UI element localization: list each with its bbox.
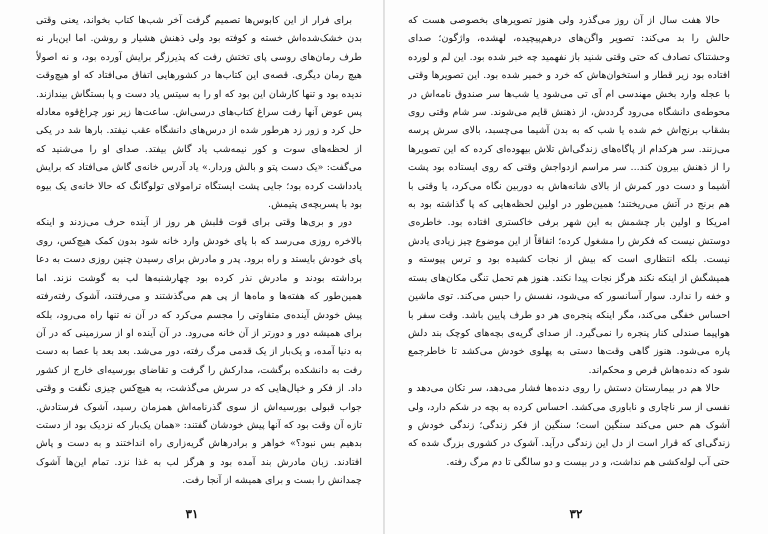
paragraph: برای فرار از این کابوس‌ها تصمیم گرفت آخر شب‌ها کتاب بخواند، یعنی وقتی بدن خشک‌شده‌اش خسته و کوفته بود ولی ذهنش هشیار و روشن. اما این‌بار نه طرف رمان‌های روسی پای تختش رفت که پذیرزگر برایش آورده بود، و نه اصولاً هیچ رمان دیگری. قصه‌ی این کتاب‌ها در کشورهایی اتفاق می‌افتاد که او هیچ‌وقت ندیده بود و تنها کارشان این بود که او را به سیتس یاد دست و پا بستگاش بیندازند. پس عوض آنها رفت سراغ کتاب‌های درسی‌اش. ساعت‌ها زیر نور چراغ‌قوه معادله حل کرد و زور زد هرطور شده از درس‌های دانشگاه عقب نیفتد. بارها شد در یکی از لحظه‌های سوت و کور نیمه‌شب یاد گاش بیفتد. صدای او را می‌شنید که می‌گفت: «یک دست پتو و بالش وردار.» یاد آدرس خانه‌ی گاش می‌افتاد که برایش یادداشت کرده بود؛ جایی پشت ایستگاه ترامولای تولوگانگ که حالا خانه‌ی یک بیوه بود با پسربچه‌ی پتیمش. — [36, 15, 362, 211]
paragraph: حالا هم در بیمارستان دستش را روی دنده‌ها فشار می‌دهد، سر تکان می‌دهد و نفسی از سر ناچاری و ناباوری می‌کشد. احساس کرده به بچه در شکم دارد، ولی آشوک هم حس می‌کند سنگین است؛ سنگین از فکر زندگی؛ زندگی خودش و زندگی‌ای که قرار است از دل این زندگی درآید. آشوک در کشوری بزرگ شده که حتی آب لوله‌کشی هم نداشت، و در بیست و دو سالگی تا دم مرگ رفته. — [408, 383, 730, 468]
right-page — [384, 0, 768, 534]
page-number: ۳۱ — [185, 507, 199, 521]
paragraph: حالا هفت سال از آن روز می‌گذرد ولی هنوز تصویرهای بخصوصی هست که حالش را بد می‌کند: تصویر واگن‌های درهم‌پیچیده، لهشده، واژگون؛ صدای وحشتناک تصادف که حتی وقتی شنید باز نفهمید چه خبر شده بود. این لم و لورده افتاده بود زیر قطار و استخوان‌هاش که خرد و خمیر شده بود. این تصویرها وقتی با عجله وارد بخش مهندسی ام آی تی می‌شود یا شب‌ها سر صندوق نامه‌اش در محوطه‌ی دانشگاه می‌رود گرددش، از ذهنش قایم می‌شوند. سر شام وقتی روی بشقاب برنج‌اش خم شده یا شب که به بدن آشیما می‌چسبد، بالای سرش پرسه می‌زنند. سر هرکدام از پاگاه‌های زندگی‌اش تلاش بیهوده‌ای کرده که این تصویرها را از ذهنش بیرون کند... سر مراسم ازدواجش وقتی که روی ایستاده بود پشت آشیما و دست دور کمرش از بالای شانه‌هاش به دوربین نگاه می‌کرد، یا وقتی با هم برنج در آتش می‌ریختند؛ همین‌طور در اولین لحظه‌هایی که پا گذاشته بود به امریکا و اولین بار چشمش به این شهر برفی خاکستری افتاده بود. خاطره‌ی دوستش نیست که فکرش را مشغول کرده؛ اتفاقاً از این موضوع چیز زیادی یادش نیست. بلکه انتظاری است که بیش از نجات کشیده بود و ترس پیوسته و همیشگش از اینکه نکند هرگز نجات پیدا نکند. هنوز هم تحمل تنگی مکان‌های بسته و خفه را ندارد. سوار آسانسور که می‌شود، نفسش را حبس می‌کند. توی ماشین احساس خفگی می‌کند، مگر اینکه پنجره‌ی هر دو طرف پایین باشد. وقت سفر با هواپیما صندلی کنار پنجره را نمی‌گیرد. از صدای گریه‌ی بچه‌های کوچک بند دلش پاره می‌شود. هنوز گاهی وقت‌ها دستی به پهلوی خودش می‌کشد تا خاطرجمع شود که دنده‌هاش قرص و محکم‌اند. — [408, 15, 730, 376]
left-page-text — [36, 12, 362, 497]
paragraph: دور و بری‌ها وقتی برای قوت قلبش هر روز از آینده حرف می‌زدند و اینکه بالاخره روزی می‌رسد که با پای خودش وارد خانه شود بدون کمک هیچ‌کس، روی پای خودش بایستد و راه برود. پدر و مادرش برای رسیدن چنین روزی دست به دعا برداشته بودند و مادرش نذر کرده بود چهارشنبه‌ها لب به گوشت نزند. اما همین‌طور که هفته‌ها و ماه‌ها از پی هم می‌گذشتند و می‌رفتند، آشوک رفته‌رفته پیش خودش آینده‌ی متفاوتی را مجسم می‌کرد که در آن نه تنها راه می‌رود، بلکه برای همیشه دور و دورتر از آن خانه می‌رود. در آن آینده او از سرزمینی که در آن به دنیا آمده، و یک‌بار از یک قدمی مرگ رفته، دور می‌شد. بعد بعد با عصا به دست رفت به دانشکده برگشت، مدارکش را گرفت و تقاضای بورسیه‌ای خارج از کشور داد. از فکر و خیال‌هایی که در سرش می‌گذشت، به هیچ‌کس چیزی نگفت و وقتی جواب قبولی بورسیه‌اش از سوی گذرنامه‌اش همزمان رسید، آشوک فرستادش. تازه آن وقت بود که آنها پیش خودشان گفتند: «همان یک‌بار که نزدیک بود از دستت بدهیم بس نبود؟» خواهر و برادرهاش گریه‌زاری راه انداختند و به دست و پاش افتادند. زبان مادرش بند آمده بود و هرگز لب به غذا نزد. تمام این‌ها آشوک چمدانش را بست و برای همیشه از آنجا رفت. — [36, 217, 362, 487]
page-number: ۳۲ — [569, 507, 583, 521]
right-page-text — [408, 12, 730, 497]
